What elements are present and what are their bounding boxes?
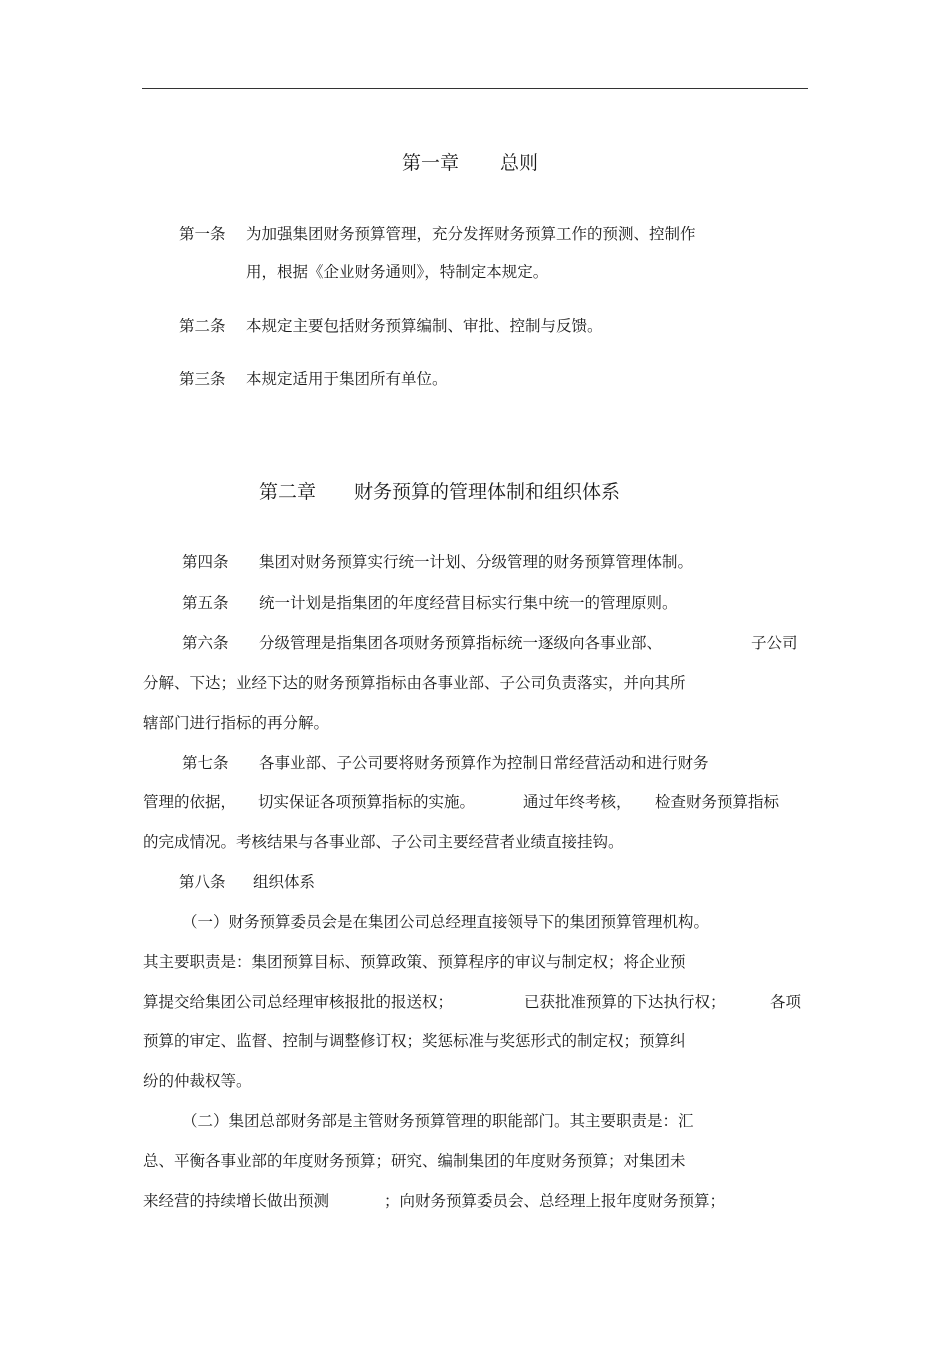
chapter-2-number: 第二章 xyxy=(259,481,317,503)
clause-1-text-cont: 各项 xyxy=(770,993,802,1011)
article-5-label: 第五条 xyxy=(182,594,229,612)
article-1-label: 第一条 xyxy=(179,225,226,243)
article-2-label: 第二条 xyxy=(179,317,226,335)
clause-2-text-cont: ；向财务预算委员会、总经理上报年度财务预算； xyxy=(384,1192,726,1210)
article-6-text-cont: 辖部门进行指标的再分解。 xyxy=(143,714,330,732)
article-3-text: 本规定适用于集团所有单位。 xyxy=(246,370,448,388)
article-7-text-cont: 切实保证各项预算指标的实施。 xyxy=(258,793,476,811)
article-6-label: 第六条 xyxy=(182,634,229,652)
article-7-text-cont: 的完成情况。考核结果与各事业部、子公司主要经营者业绩直接挂钩。 xyxy=(143,833,624,851)
article-5-text: 统一计划是指集团的年度经营目标实行集中统一的管理原则。 xyxy=(259,594,678,612)
article-2-text: 本规定主要包括财务预算编制、审批、控制与反馈。 xyxy=(246,317,603,335)
article-7-label: 第七条 xyxy=(182,754,229,772)
chapter-2-title: 财务预算的管理体制和组织体系 xyxy=(354,481,621,503)
article-7-text-cont: 通过年终考核， xyxy=(523,793,632,811)
article-7-text-cont: 管理的依据， xyxy=(143,793,237,811)
article-1-text-cont: 用，根据《企业财务通则》，特制定本规定。 xyxy=(246,263,549,281)
clause-1-text-cont: 预算的审定、监督、控制与调整修订权；奖惩标准与奖惩形式的制定权；预算纠 xyxy=(143,1032,686,1050)
clause-1-text-cont: 其主要职责是：集团预算目标、预算政策、预算程序的审议与制定权；将企业预 xyxy=(143,953,686,971)
article-1-text: 为加强集团财务预算管理，充分发挥财务预算工作的预测、控制作 xyxy=(246,225,696,243)
article-7-text-cont: 检查财务预算指标 xyxy=(655,793,780,811)
clause-2-text-cont: 总、平衡各事业部的年度财务预算；研究、编制集团的年度财务预算；对集团未 xyxy=(143,1152,686,1170)
article-6-text-cont: 分解、下达；业经下达的财务预算指标由各事业部、子公司负责落实，并向其所 xyxy=(143,674,686,692)
article-6-text: 分级管理是指集团各项财务预算指标统一逐级向各事业部、 xyxy=(259,634,663,652)
clause-1-text-cont: 已获批准预算的下达执行权； xyxy=(524,993,726,1011)
header-rule xyxy=(142,88,808,89)
article-7-text: 各事业部、子公司要将财务预算作为控制日常经营活动和进行财务 xyxy=(259,754,709,772)
clause-2-text-cont: 来经营的持续增长做出预测 xyxy=(143,1192,330,1210)
article-3-label: 第三条 xyxy=(179,370,226,388)
chapter-1-number: 第一章 xyxy=(402,152,460,174)
clause-2-text: （二）集团总部财务部是主管财务预算管理的职能部门。其主要职责是：汇 xyxy=(182,1112,694,1130)
article-4-text: 集团对财务预算实行统一计划、分级管理的财务预算管理体制。 xyxy=(259,553,694,571)
clause-1-text-cont: 纷的仲裁权等。 xyxy=(143,1072,252,1090)
article-4-label: 第四条 xyxy=(182,553,229,571)
article-8-title: 组织体系 xyxy=(253,873,316,891)
chapter-1-title: 总则 xyxy=(500,152,539,174)
clause-1-text: （一）财务预算委员会是在集团公司总经理直接领导下的集团预算管理机构。 xyxy=(182,913,710,931)
article-6-text-tail: 子公司 xyxy=(751,634,798,652)
article-8-label: 第八条 xyxy=(179,873,226,891)
clause-1-text-cont: 算提交给集团公司总经理审核报批的报送权； xyxy=(143,993,454,1011)
